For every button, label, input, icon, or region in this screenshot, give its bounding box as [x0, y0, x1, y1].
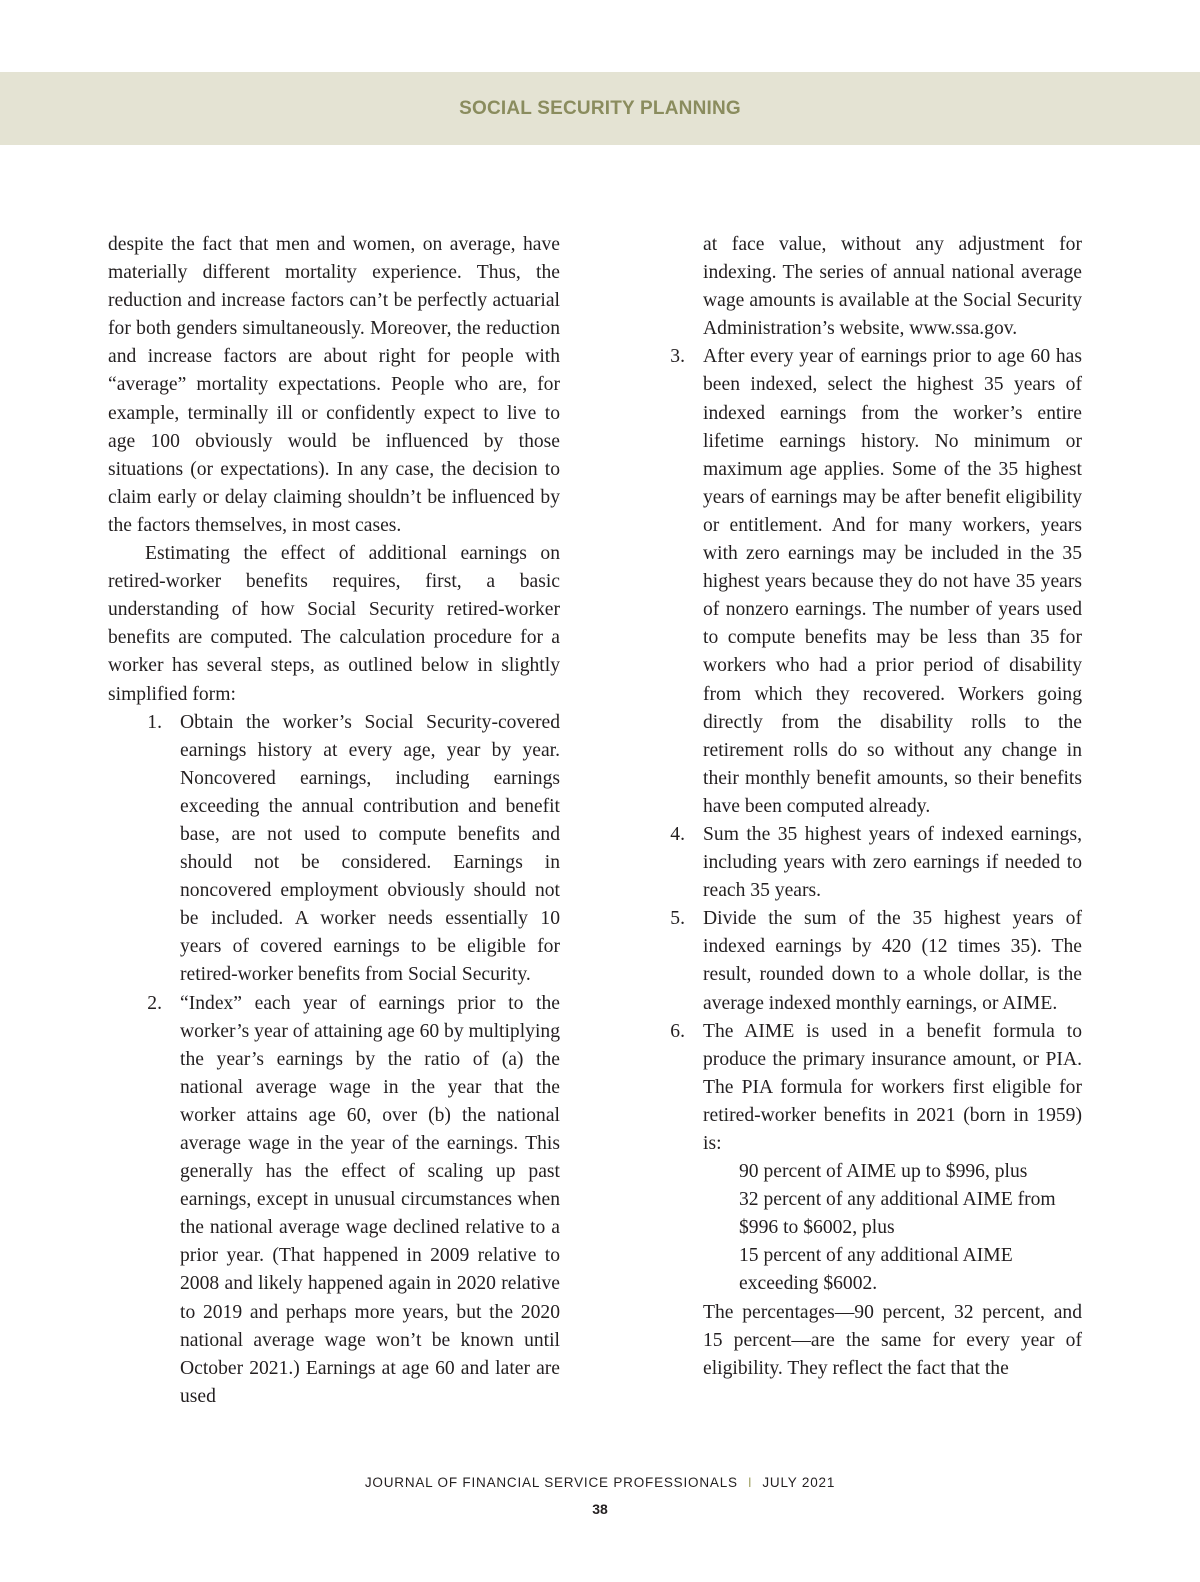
list-item-text: Divide the sum of the 35 highest years of indexed earnings by 420 (12 times 35). The result, rounded down to a whole dollar, is the average indexed monthly earnings, or AIME. — [703, 908, 1082, 1014]
list-number: 4. — [670, 823, 685, 845]
list-number: 3. — [670, 346, 685, 368]
list-item — [666, 821, 1082, 905]
left-column — [108, 231, 560, 1411]
list-number: 6. — [670, 1020, 685, 1042]
paragraph: The percentages—90 percent, 32 percent, and 15 percent—are the same for every year of eligibility. They reflect the fact that the — [703, 1301, 1082, 1379]
list-item — [108, 709, 560, 990]
list-item-text: Obtain the worker’s Social Security-covered earnings history at every age, year by year. Noncovered earnings, including earnings exceeding the annual contribution and benefit base, are not used to compute benefits and should not be considered. Earnings in noncovered employment obviously should not be included. A worker needs essentially 10 years of covered earnings to be eligible for retired-worker benefits from Social Security. — [180, 711, 560, 986]
footer-journal-line — [0, 1475, 1200, 1490]
list-item-text: After every year of earnings prior to age 60 has been indexed, select the highest 35 years of indexed earnings from the worker’s entire lifetime earnings history. No minimum or maximum age applies. Some of the 35 highest years of earnings may be after benefit eligibility or entitlement. And for many workers, years with zero earnings may be included in the 35 highest years because they do not have 35 years of nonzero earnings. The number of years used to compute benefits may be less than 35 for workers who had a prior period of disability from which they recovered. Workers going directly from the disability rolls to the retirement rolls do so without any change in their monthly benefit amounts, so their benefits have been computed already. — [703, 346, 1082, 817]
section-title: SOCIAL SECURITY PLANNING — [459, 97, 741, 119]
formula-line: 90 percent of AIME up to $996, plus — [739, 1161, 1028, 1183]
issue-date: JULY 2021 — [762, 1475, 836, 1490]
list-item-text: Sum the 35 highest years of indexed earnings, including years with zero earnings if needed to reach 35 years. — [703, 823, 1082, 902]
footer-separator: I — [747, 1475, 753, 1490]
running-header — [0, 72, 1200, 145]
list-item-continuation: at face value, without any adjustment for indexing. The series of annual national average wage amounts is available at the Social Security Administration’s website, www.ssa.gov. — [703, 234, 1082, 340]
list-number: 1. — [147, 711, 162, 733]
formula-line: 32 percent of any additional AIME from $996 to $6002, plus — [739, 1189, 1056, 1239]
list-item — [666, 905, 1082, 1017]
list-number: 2. — [147, 992, 162, 1014]
journal-name: JOURNAL OF FINANCIAL SERVICE PROFESSIONALS — [364, 1475, 738, 1490]
list-item-text: The AIME is used in a benefit formula to produce the primary insurance amount, or PIA. The PIA formula for workers first eligible for retired-worker benefits in 2021 (born in 1959) is: — [703, 1020, 1082, 1154]
list-number: 5. — [670, 908, 685, 930]
list-item — [666, 343, 1082, 821]
list-item — [666, 1018, 1082, 1158]
page-number: 38 — [592, 1501, 608, 1517]
right-column — [666, 231, 1082, 1383]
paragraph: Estimating the effect of additional earnings on retired-worker benefits requires, first, a basic understanding of how Social Security retired-worker benefits are computed. The calculation procedure for a worker has several steps, as outlined below in slightly simplified form: — [108, 543, 560, 705]
list-item-text: “Index” each year of earnings prior to the worker’s year of attaining age 60 by multiplying the year’s earnings by the ratio of (a) the national average wage in the year that the worker attains age 60, over (b) the national average wage in the year of the earnings. This generally has the effect of scaling up past earnings, except in unusual circumstances when the national average wage declined relative to a prior year. (That happened in 2009 relative to 2008 and likely happened again in 2020 relative to 2019 and perhaps more years, but the 2020 national average wage won’t be known until October 2021.) Earnings at age 60 and later are used — [180, 992, 560, 1407]
paragraph: despite the fact that men and women, on average, have materially different mortality experience. Thus, the reduction and increase factors can’t be perfectly actuarial for both genders simultaneously. Moreover, the reduction and increase factors are about right for people with “average” mortality expectations. People who are, for example, terminally ill or confidently expect to live to age 100 obviously would be influenced by those situations (or expectations). In any case, the decision to claim early or delay claiming shouldn’t be influenced by the factors themselves, in most cases. — [108, 234, 560, 536]
formula-line: 15 percent of any additional AIME exceeding $6002. — [739, 1245, 1013, 1295]
list-item — [108, 990, 560, 1411]
